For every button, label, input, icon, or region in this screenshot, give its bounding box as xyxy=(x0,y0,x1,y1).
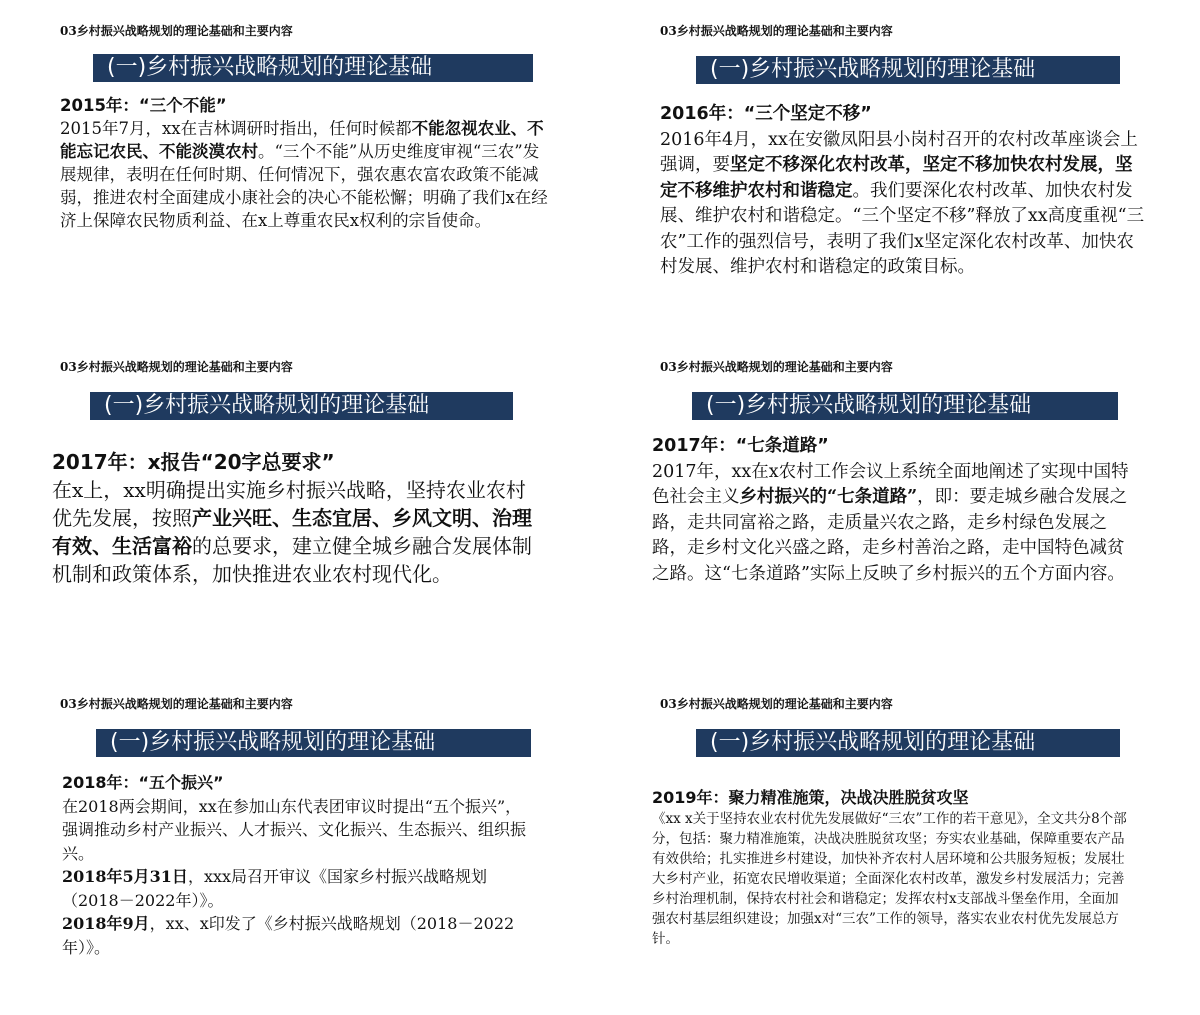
paragraph: 2018年9月，xx、x印发了《乡村振兴战略规划（2018－2022年）》。 xyxy=(62,914,515,957)
slide-2015 xyxy=(60,22,620,342)
slide-2016 xyxy=(660,22,1200,342)
slide-header: 03乡村振兴战略规划的理论基础和主要内容 xyxy=(660,360,893,374)
slide-body xyxy=(60,94,555,232)
section-title: (一)乡村振兴战略规划的理论基础 xyxy=(692,392,1118,420)
section-title: (一)乡村振兴战略规划的理论基础 xyxy=(90,392,513,420)
slide-header: 03乡村振兴战略规划的理论基础和主要内容 xyxy=(660,24,893,38)
paragraph: 2017年，xx在x农村工作会议上系统全面地阐述了实现中国特色社会主义乡村振兴的“七条道路”，即：要走城乡融合发展之路，走共同富裕之路，走质量兴农之路，走乡村绿色发展之路，走乡村文化兴盛之路，走乡村善治之路，走中国特色减贫之路。这“七条道路”实际上反映了乡村振兴的五个方面内容。 xyxy=(652,461,1129,584)
year-title: 2017年：x报告“20字总要求” xyxy=(52,450,335,474)
slide-2019 xyxy=(652,695,1200,1015)
paragraph: 2015年7月，xx在吉林调研时指出，任何时候都不能忽视农业、不能忘记农民、不能淡漠农村。“三个不能”从历史维度审视“三农”发展规律，表明在任何时期、任何情况下，强农惠农富农政策不能减弱，推进农村全面建成小康社会的决心不能松懈；明确了我们x在经济上保障农民物质利益、在x上尊重农民x权利的宗旨使命。 xyxy=(60,119,548,230)
paragraph: 2016年4月，xx在安徽凤阳县小岗村召开的农村改革座谈会上强调，要坚定不移深化农村改革，坚定不移加快农村发展，坚定不移维护农村和谐稳定。我们要深化农村改革、加快农村发展、维护农村和谐稳定。“三个坚定不移”释放了xx高度重视“三农”工作的强烈信号，表明了我们x坚定深化农村改革、加快农村发展、维护农村和谐稳定的政策目标。 xyxy=(660,129,1145,277)
year-title: 2018年：“五个振兴” xyxy=(62,773,224,792)
slide-2018 xyxy=(60,695,620,1015)
slide-header: 03乡村振兴战略规划的理论基础和主要内容 xyxy=(660,697,893,711)
year-title: 2015年：“三个不能” xyxy=(60,96,227,115)
slide-header: 03乡村振兴战略规划的理论基础和主要内容 xyxy=(60,697,293,711)
paragraph: 《xx x关于坚持农业农村优先发展做好“三农”工作的若干意见》，全文共分8个部分，包括：聚力精准施策，决战决胜脱贫攻坚；夯实农业基础，保障重要农产品有效供给；扎实推进乡村建设，加快补齐农村人居环境和公共服务短板；发展壮大乡村产业，拓宽农民增收渠道；全面深化农村改革，激发乡村发展活力；完善乡村治理机制，保持农村社会和谐稳定；发挥农村x支部战斗堡垒作用，全面加强农村基层组织建设；加强x对“三农”工作的领导，落实农业农村优先发展总方针。 xyxy=(652,811,1127,947)
paragraph: 在x上，xx明确提出实施乡村振兴战略，坚持农业农村优先发展，按照产业兴旺、生态宜居、乡风文明、治理有效、生活富裕的总要求，建立健全城乡融合发展体制机制和政策体系，加快推进农业农村现代化。 xyxy=(52,478,532,586)
slide-header: 03乡村振兴战略规划的理论基础和主要内容 xyxy=(60,360,293,374)
year-title: 2019年：聚力精准施策，决战决胜脱贫攻坚 xyxy=(652,788,969,807)
section-title: (一)乡村振兴战略规划的理论基础 xyxy=(93,54,533,82)
paragraph: 2018年5月31日，xxx局召开审议《国家乡村振兴战略规划（2018－2022年）》。 xyxy=(62,867,488,910)
section-title: (一)乡村振兴战略规划的理论基础 xyxy=(696,729,1120,757)
section-title: (一)乡村振兴战略规划的理论基础 xyxy=(96,729,531,757)
slide-body xyxy=(652,434,1137,587)
slide-body xyxy=(52,448,532,588)
year-title: 2017年：“七条道路” xyxy=(652,436,829,456)
year-title: 2016年：“三个坚定不移” xyxy=(660,104,872,124)
slide-2017-seven-roads xyxy=(652,358,1200,678)
slide-header: 03乡村振兴战略规划的理论基础和主要内容 xyxy=(60,24,293,38)
slide-body xyxy=(660,102,1145,281)
paragraph: 在2018两会期间，xx在参加山东代表团审议时提出“五个振兴”，强调推动乡村产业振兴、人才振兴、文化振兴、生态振兴、组织振兴。 xyxy=(62,796,527,863)
slide-body xyxy=(652,787,1132,949)
slide-body xyxy=(62,771,532,959)
slide-2017-requirements xyxy=(52,358,620,678)
section-title: (一)乡村振兴战略规划的理论基础 xyxy=(696,56,1120,84)
